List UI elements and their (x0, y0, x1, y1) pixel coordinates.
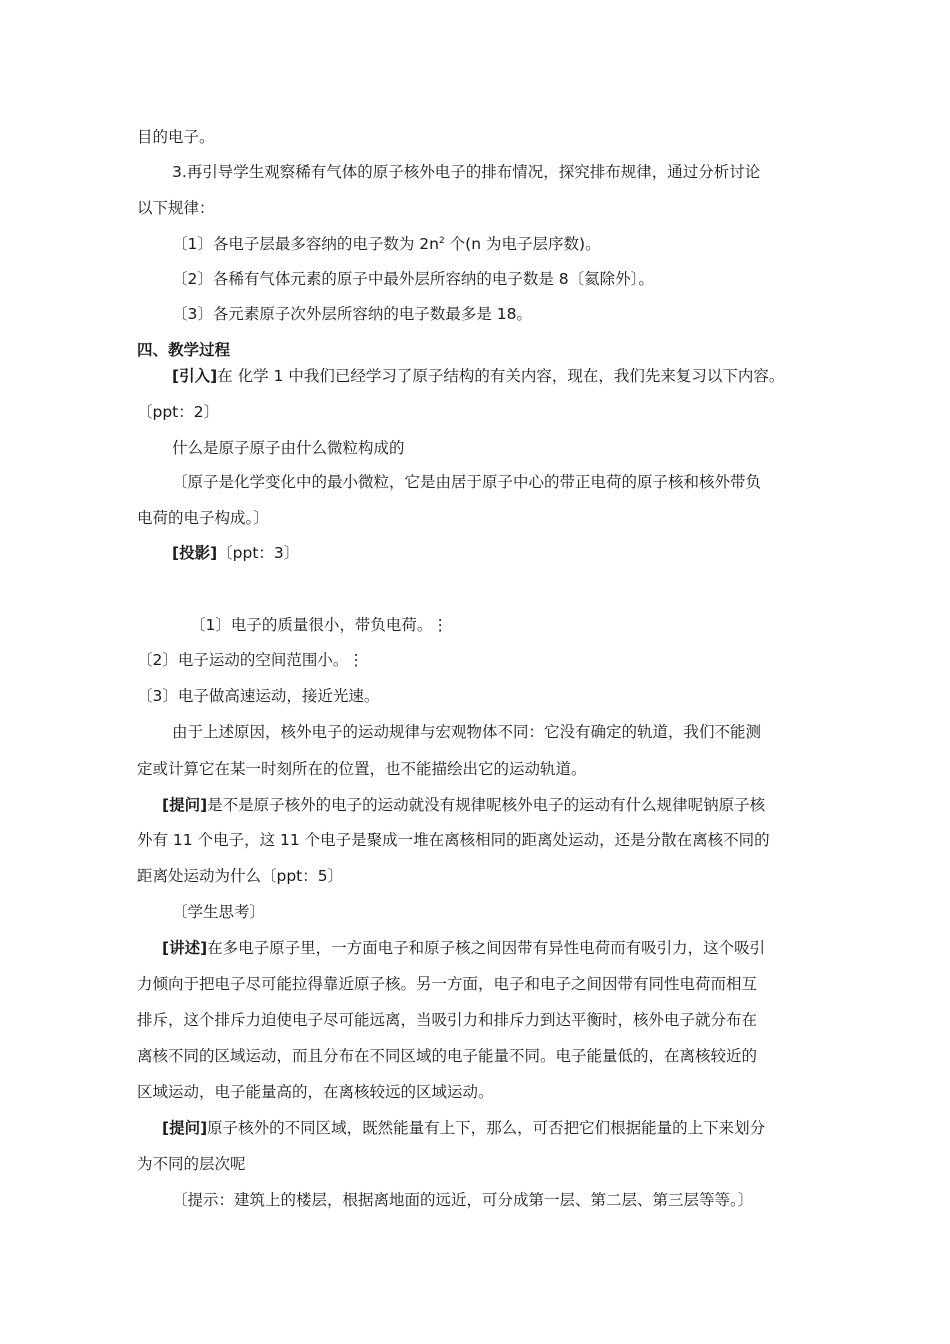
paragraph-line: 〔学生思考〕 (172, 903, 266, 921)
paragraph-text: 在多电子原子里，一方面电子和原子核之间因带有异性电荷而有吸引力，这个吸引 (207, 939, 766, 957)
paragraph-text: 是不是原子核外的电子的运动就没有规律呢核外电子的运动有什么规律呢钠原子核 (207, 796, 766, 814)
paragraph-line: 离核不同的区域运动，而且分布在不同区域的电子能量不同。电子能量低的，在离核较近的 (137, 1047, 758, 1065)
paragraph-line: 〔ppt：2〕 (137, 403, 220, 421)
list-item: 〔1〕电子的质量很小，带负电荷。⋮ (190, 616, 448, 634)
paragraph-line: 电荷的电子构成。〕 (137, 509, 269, 527)
rule-item-3: 〔3〕各元素原子次外层所容纳的电子数最多是 18。 (172, 305, 533, 323)
paragraph-line: 排斥，这个排斥力迫使电子尽可能远离，当吸引力和排斥力到达平衡时，核外电子就分布在 (137, 1011, 758, 1029)
paragraph-text: 原子核外的不同区域，既然能量有上下，那么，可否把它们根据能量的上下来划分 (207, 1119, 766, 1137)
paragraph-text: 在 化学 1 中我们已经学习了原子结构的有关内容，现在，我们先来复习以下内容。 (217, 367, 785, 385)
paragraph-line (172, 543, 299, 563)
paragraph-text: 〔ppt：3〕 (217, 544, 300, 562)
section-heading: 四、教学过程 (137, 341, 231, 359)
rule-text: 〔1〕各电子层最多容纳的电子数为 2n (172, 235, 439, 253)
paragraph-line: 距离处运动为什么〔ppt：5〕 (137, 867, 344, 885)
paragraph-line: 为不同的层次呢 (137, 1155, 246, 1173)
paragraph-line: 区域运动，电子能量高的，在离核较远的区域运动。 (137, 1083, 494, 1101)
paragraph-line: 由于上述原因，核外电子的运动规律与宏观物体不同：它没有确定的轨道，我们不能测 (172, 723, 762, 741)
tag-label: [讲述] (162, 939, 208, 957)
paragraph-line: 定或计算它在某一时刻所在的位置，也不能描绘出它的运动轨道。 (137, 760, 587, 778)
paragraph-line (162, 1118, 765, 1138)
paragraph-line: 以下规律： (137, 199, 215, 217)
paragraph-line (162, 938, 765, 958)
tag-label: [提问] (162, 796, 208, 814)
paragraph-line: 〔原子是化学变化中的最小微粒，它是由居于原子中心的带正电荷的原子核和核外带负 (172, 473, 762, 491)
paragraph-line: 外有 11 个电子，这 11 个电子是聚成一堆在离核相同的距离处运动，还是分散在离核不同的 (137, 831, 770, 849)
paragraph-line: 3.再引导学生观察稀有气体的原子核外电子的排布情况，探究排布规律，通过分析讨论 (172, 163, 761, 181)
tag-label: [投影] (172, 544, 218, 562)
paragraph-line (172, 366, 784, 386)
tag-label: [提问] (162, 1119, 208, 1137)
paragraph-line (162, 795, 765, 815)
list-item: 〔2〕电子运动的空间范围小。⋮ (137, 651, 364, 669)
rule-text: 个(n 为电子层序数)。 (444, 235, 601, 253)
rule-item-2: 〔2〕各稀有气体元素的原子中最外层所容纳的电子数是 8〔氦除外〕。 (172, 270, 654, 288)
superscript: 2 (438, 236, 445, 246)
list-item: 〔3〕电子做高速运动，接近光速。 (137, 687, 380, 705)
paragraph-line: 目的电子。 (137, 128, 215, 146)
paragraph-line: 〔提示：建筑上的楼层，根据离地面的远近，可分成第一层、第二层、第三层等等。〕 (172, 1191, 754, 1209)
paragraph-line: 力倾向于把电子尽可能拉得靠近原子核。另一方面，电子和电子之间因带有同性电荷而相互 (137, 975, 758, 993)
paragraph-line: 什么是原子原子由什么微粒构成的 (172, 439, 405, 457)
tag-label: [引入] (172, 367, 218, 385)
rule-item-1 (172, 234, 601, 254)
